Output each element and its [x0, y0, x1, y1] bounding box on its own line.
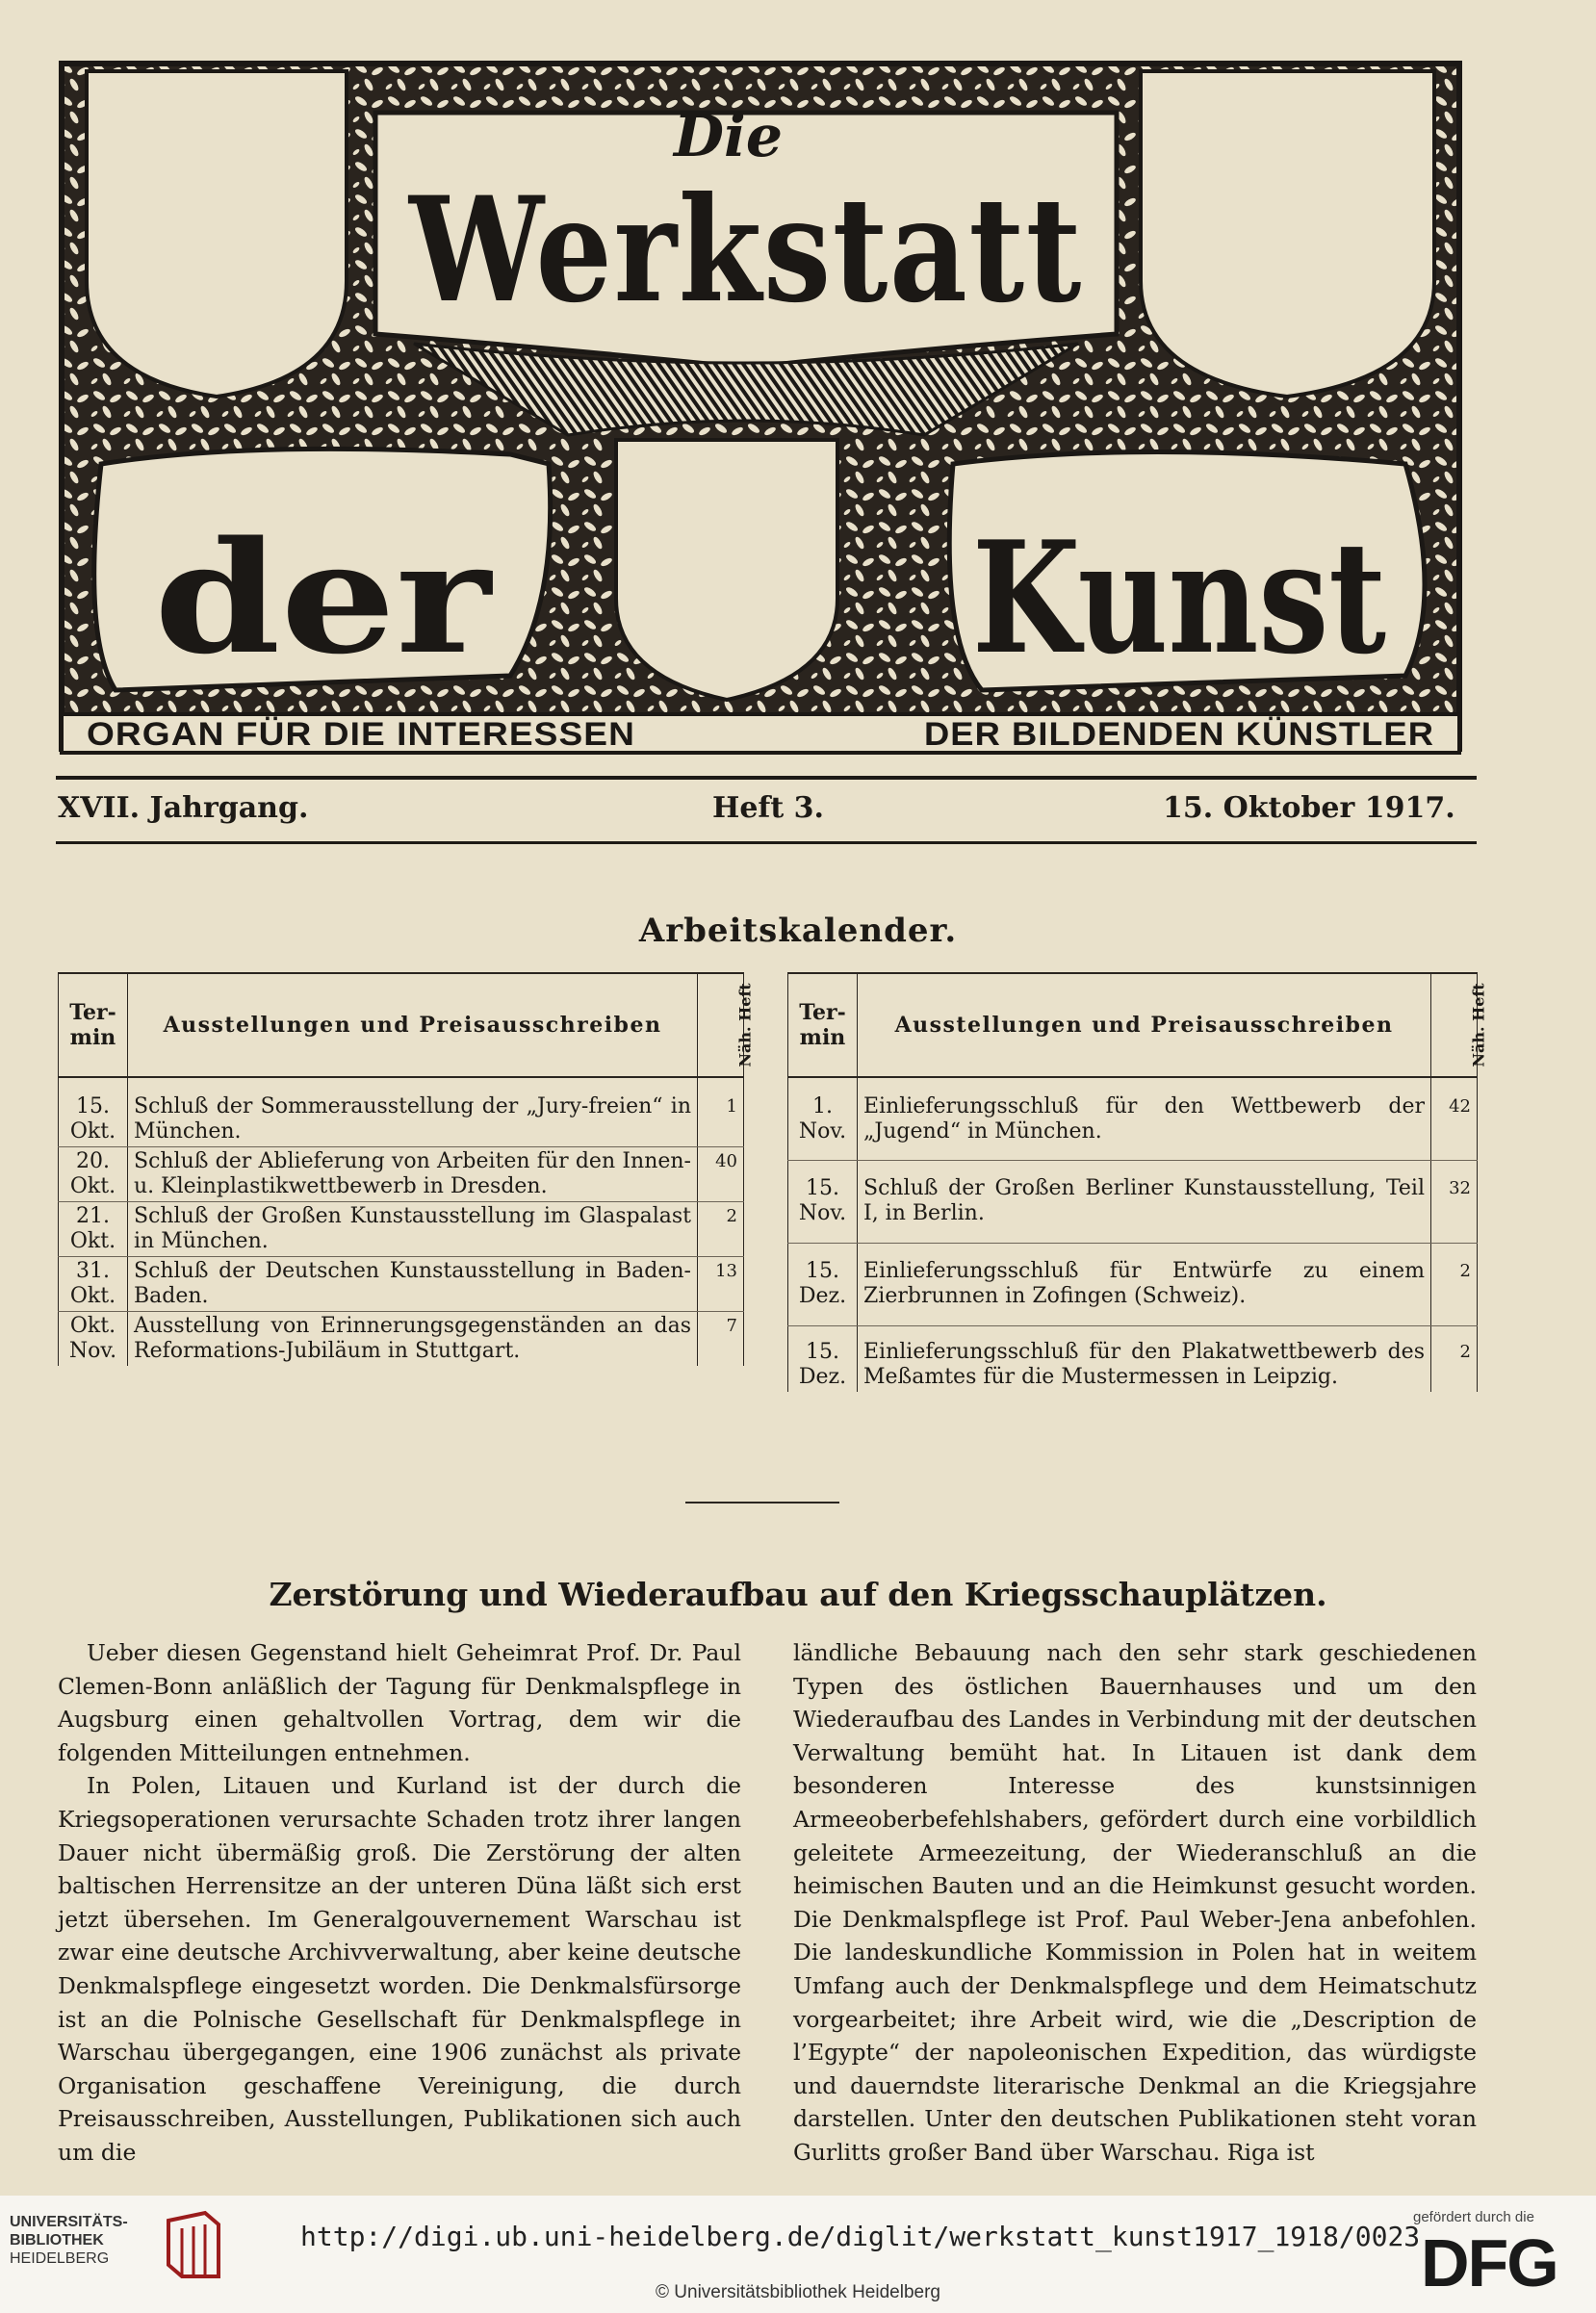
table-row: [59, 1202, 744, 1257]
header-heft: Näh. Heft: [1469, 983, 1488, 1067]
funded-by-label: gefördert durch die: [1413, 2209, 1534, 2225]
digitization-footer: [0, 2196, 1596, 2313]
desc-cell: Einlieferungsschluß für Entwürfe zu einem Zierbrunnen in Zofingen (Schweiz).: [858, 1243, 1431, 1325]
header-heft: Näh. Heft: [735, 983, 755, 1067]
article-paragraph: ländliche Bebauung nach den sehr stark geschiedenen Typen des östlichen Bauernhauses und um den Wiederaufbau des Landes in Verbindung mit der deutschen Verwaltung bemüht hat. In Litauen ist dank dem besonderen Interesse des kunstsinnigen Armeeoberbefehlshabers, gefördert durch eine vorbildlich geleitete Armeezeitung, der Wiederanschluß an die heimischen Bauten und an die Heimkunst gesucht worden. Die Denkmalspflege ist Prof. Paul Weber-Jena anbefohlen. Die landeskundliche Kommission in Polen hat in weitem Umfang auch der Denkmalspflege und dem Heimatschutz vorgearbeitet; ihre Arbeit wird, wie die „Description de l’Egypte“ der napoleonischen Expedition, das würdigste und dauerndste literarische Denkmal an die Kriegsjahre darstellen. Unter den deutschen Publikationen steht voran Gurlitts großer Band über Warschau. Riga ist: [793, 1639, 1477, 2166]
copyright: © Universitätsbibliothek Heidelberg: [656, 2282, 940, 2302]
article-title: Zerstörung und Wiederaufbau auf den Kriegsschauplätzen.: [269, 1576, 1327, 1613]
desc-cell: Schluß der Deutschen Kunstausstellung in Baden-Baden.: [128, 1257, 698, 1312]
desc-cell: Schluß der Ablieferung von Arbeiten für den Innen- u. Kleinplastikwettbewerb in Dresden.: [128, 1147, 698, 1202]
masthead-der: der: [154, 507, 494, 688]
table-row: [788, 1325, 1478, 1392]
section-divider: [685, 1502, 839, 1503]
termin-cell: 20. Okt.: [59, 1147, 128, 1202]
table-row: [788, 1243, 1478, 1325]
heft-cell: 2: [1431, 1243, 1478, 1325]
header-desc: Ausstellungen und Preisausschreiben: [128, 973, 698, 1077]
termin-cell: 31. Okt.: [59, 1257, 128, 1312]
termin-cell: Okt. Nov.: [59, 1312, 128, 1367]
termin-cell: 21. Okt.: [59, 1202, 128, 1257]
header-desc: Ausstellungen und Preisausschreiben: [858, 973, 1431, 1077]
heft-cell: 1: [698, 1092, 744, 1147]
calendar-header-row: [788, 973, 1478, 1077]
termin-cell: 15. Okt.: [59, 1092, 128, 1147]
issue-rule-top: [56, 776, 1477, 780]
header-termin: Ter- min: [788, 973, 858, 1077]
article-column-left: [58, 1636, 741, 2170]
article-paragraph: In Polen, Litauen und Kurland ist der durch die Kriegsoperationen verursachte Schaden trotz ihrer langen Dauer nicht übermäßig groß. Die Zerstörung der alten baltischen Herrensitze an der unteren Düna läßt sich erst jetzt übersehen. Im Generalgouvernement Warschau ist zwar eine deutsche Archivverwaltung, aber keine deutsche Denkmalspflege eingesetzt worden. Die Denkmalsfürsorge ist an die Polnische Gesellschaft für Denkmalspflege in Warschau übergegangen, eine 1906 zunächst als private Organisation geschaffene Vereinigung, die durch Preisausschreiben, Ausstellungen, Publikationen sich auch um die: [58, 1772, 741, 2166]
termin-cell: 1. Nov.: [788, 1092, 858, 1160]
issue-date: 15. Oktober 1917.: [1163, 791, 1455, 825]
issue-rule-bottom: [56, 841, 1477, 844]
table-row: [59, 1257, 744, 1312]
table-row: [59, 1147, 744, 1202]
masthead-die: Die: [674, 103, 783, 170]
table-row: [59, 1312, 744, 1367]
termin-cell: 15. Dez.: [788, 1325, 858, 1392]
calendar-heading: Arbeitskalender.: [638, 912, 958, 950]
article-column-right: [793, 1636, 1477, 2170]
table-row: [788, 1160, 1478, 1243]
desc-cell: Einlieferungsschluß für den Plakatwettbewerb des Meßamtes für die Mustermessen in Leipzig.: [858, 1325, 1431, 1392]
heft-cell: 13: [698, 1257, 744, 1312]
heft-cell: 2: [698, 1202, 744, 1257]
table-row: [59, 1092, 744, 1147]
desc-cell: Ausstellung von Erinnerungsgegenständen an das Reformations-Jubiläum in Stuttgart.: [128, 1312, 698, 1367]
issue-volume: XVII. Jahrgang.: [58, 791, 309, 825]
masthead-kunst: Kunst: [972, 507, 1387, 688]
calendar-table-left: [58, 972, 755, 1366]
source-url[interactable]: http://digi.ub.uni-heidelberg.de/diglit/werkstatt_kunst1917_1918/0023: [300, 2221, 1421, 2252]
table-row: [788, 1092, 1478, 1160]
masthead-subtitle-left: ORGAN FÜR DIE INTERESSEN: [87, 716, 635, 753]
heft-cell: 40: [698, 1147, 744, 1202]
article-paragraph: Ueber diesen Gegenstand hielt Geheimrat Prof. Dr. Paul Clemen-Bonn anläßlich der Tagung für Denkmalspflege in Augsburg einen gehaltvollen Vortrag, dem wir die folgenden Mitteilungen entnehmen.: [58, 1639, 741, 1766]
desc-cell: Schluß der Sommerausstellung der „Jury-freien“ in München.: [128, 1092, 698, 1147]
masthead-werkstatt: Werkstatt: [407, 166, 1083, 335]
library-name: UNIVERSITÄTS- BIBLIOTHEK HEIDELBERG: [10, 2214, 128, 2267]
desc-cell: Schluß der Großen Kunstausstellung im Glaspalast in München.: [128, 1202, 698, 1257]
header-termin: Ter- min: [59, 973, 128, 1077]
calendar-table-right: [787, 972, 1488, 1392]
desc-cell: Einlieferungsschluß für den Wettbewerb der „Jugend“ in München.: [858, 1092, 1431, 1160]
issue-heft: Heft 3.: [712, 791, 824, 825]
heft-cell: 32: [1431, 1160, 1478, 1243]
masthead: [58, 60, 1463, 757]
masthead-subtitle-right: DER BILDENDEN KÜNSTLER: [924, 716, 1434, 753]
library-logo-icon: [159, 2209, 226, 2281]
termin-cell: 15. Dez.: [788, 1243, 858, 1325]
termin-cell: 15. Nov.: [788, 1160, 858, 1243]
heft-cell: 2: [1431, 1325, 1478, 1392]
calendar-header-row: [59, 973, 744, 1077]
desc-cell: Schluß der Großen Berliner Kunstausstellung, Teil I, in Berlin.: [858, 1160, 1431, 1243]
masthead-ornament: [58, 60, 1463, 757]
heft-cell: 7: [698, 1312, 744, 1367]
heft-cell: 42: [1431, 1092, 1478, 1160]
dfg-logo: DFG: [1421, 2225, 1557, 2300]
